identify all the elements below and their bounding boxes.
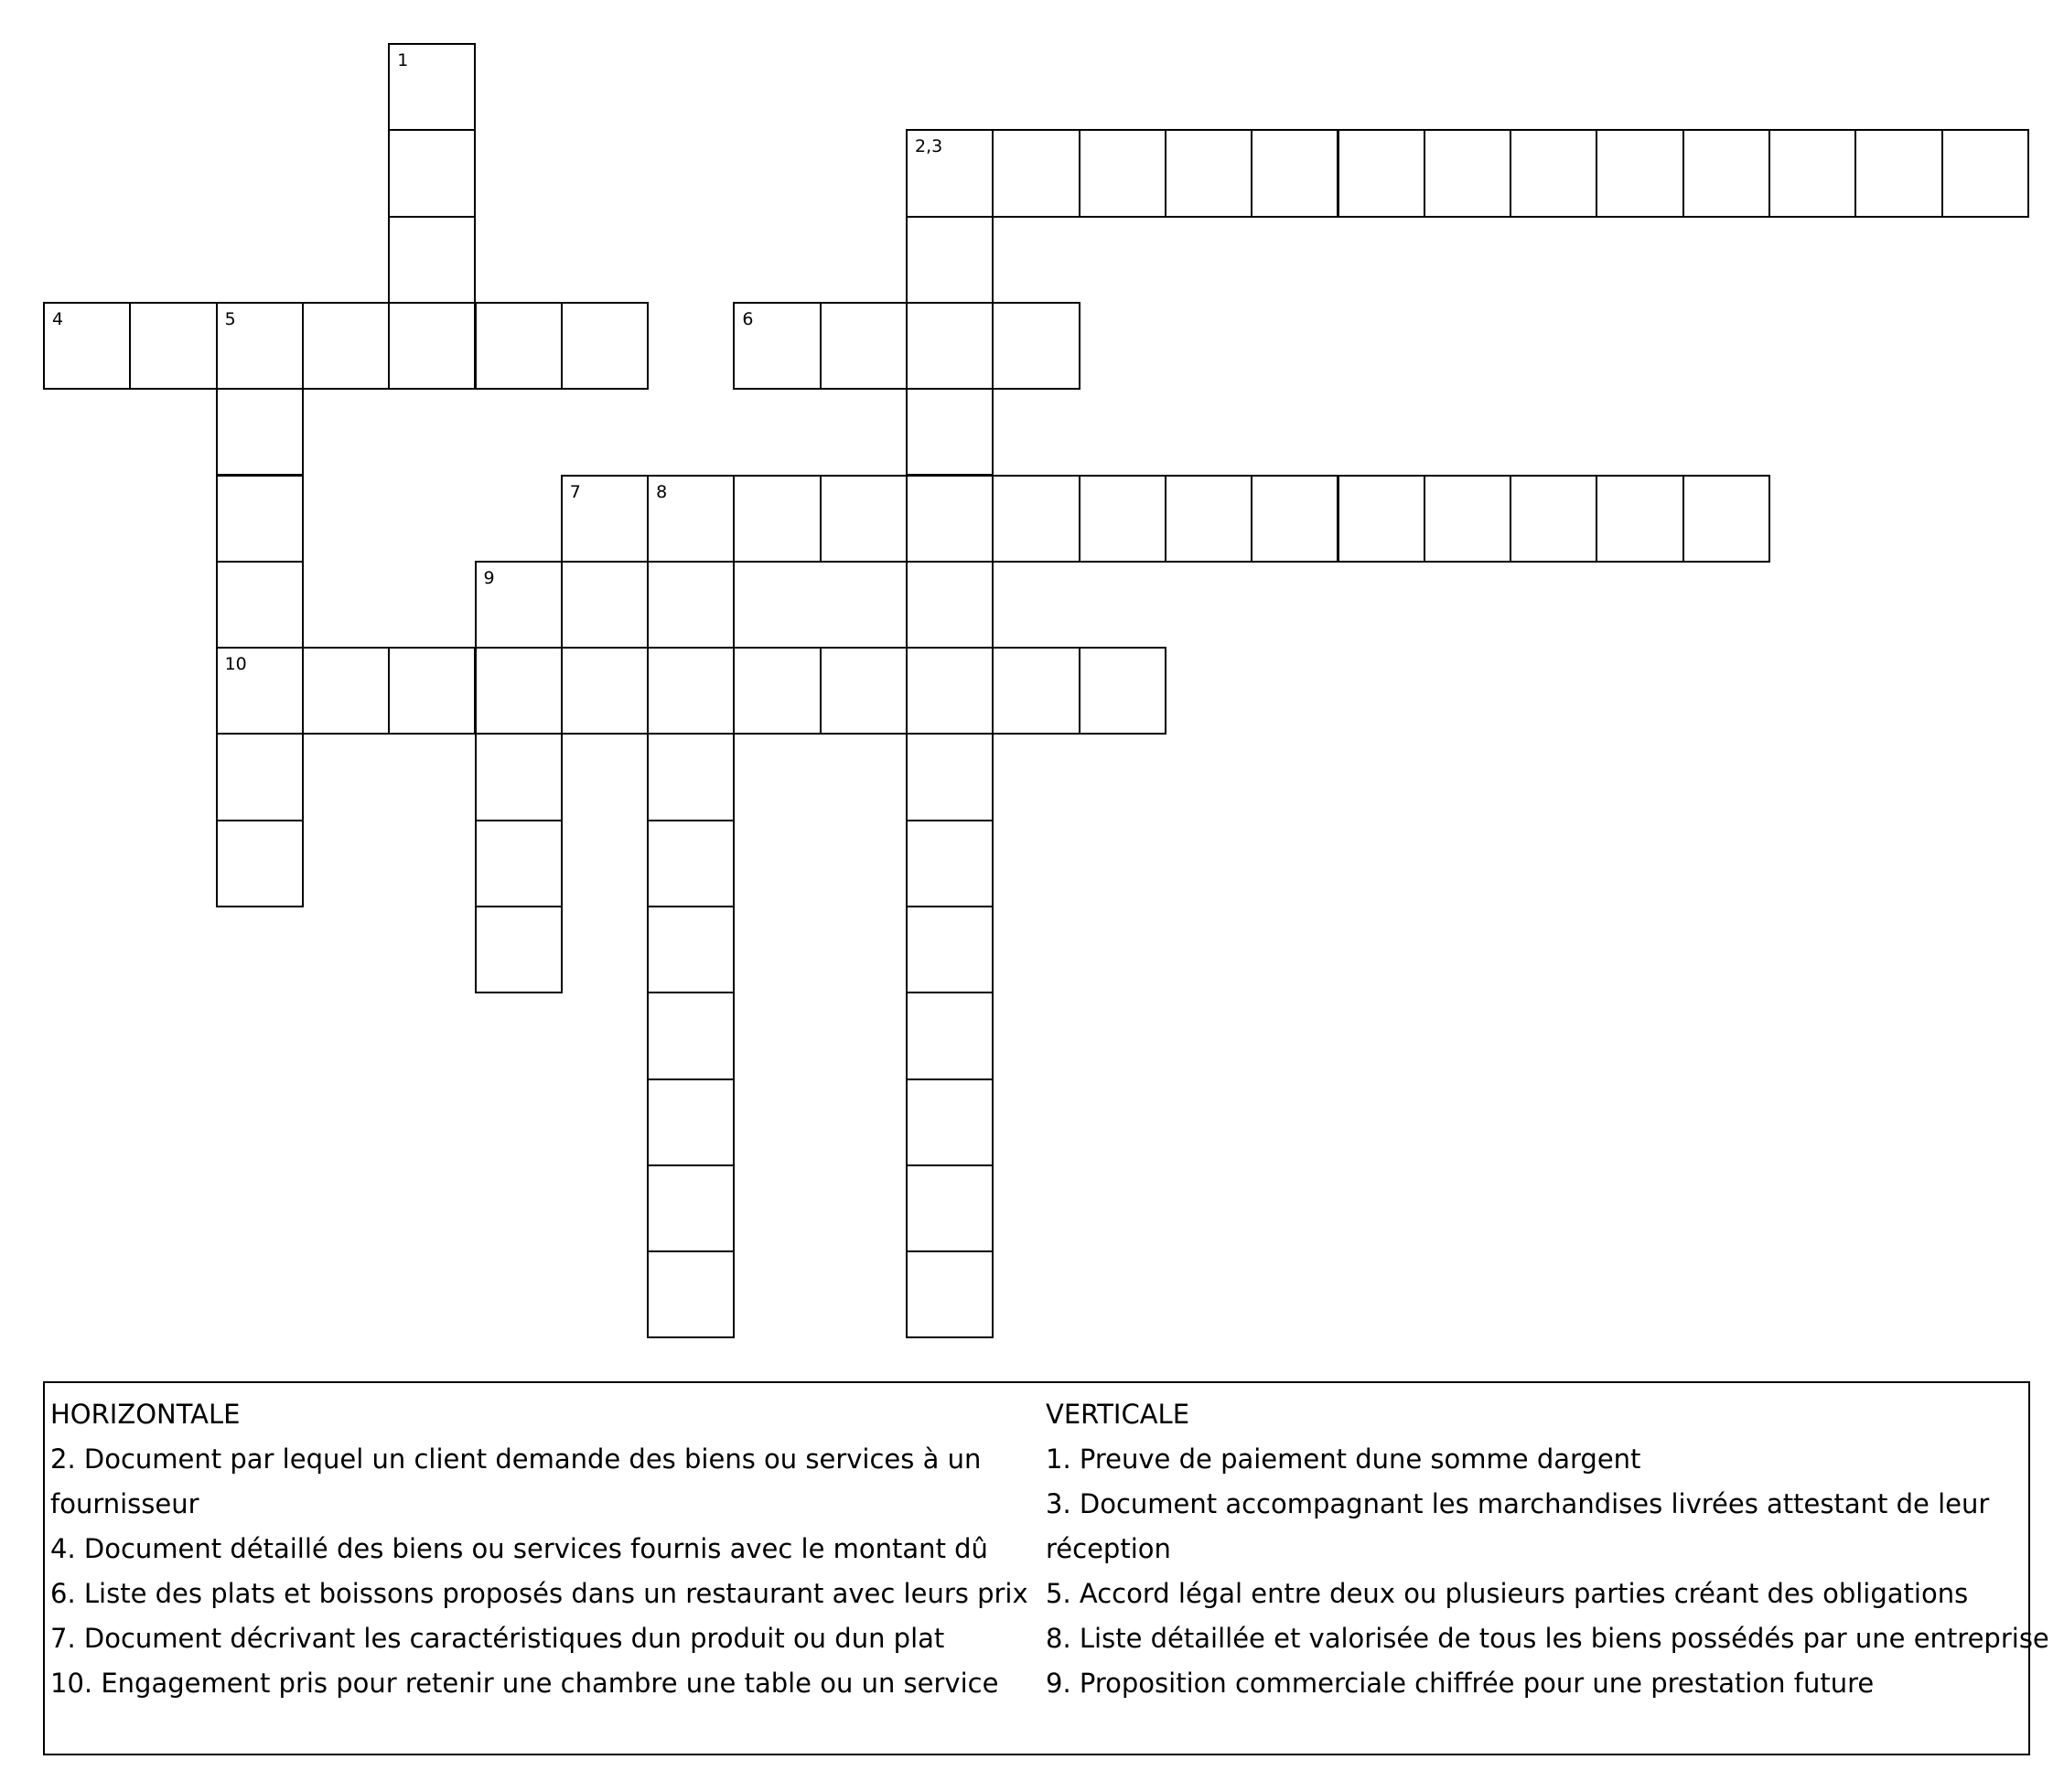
grid-cell[interactable] bbox=[475, 561, 563, 649]
grid-cell[interactable] bbox=[475, 820, 563, 907]
grid-cell[interactable] bbox=[1682, 475, 1770, 563]
grid-cell[interactable] bbox=[906, 1250, 994, 1338]
clue-number: 1 bbox=[397, 50, 409, 70]
down-heading: VERTICALE bbox=[1046, 1399, 1190, 1430]
grid-cell[interactable] bbox=[1510, 129, 1597, 217]
grid-cell[interactable] bbox=[906, 1164, 994, 1252]
grid-cell[interactable] bbox=[1251, 475, 1338, 563]
grid-cell[interactable] bbox=[992, 129, 1080, 217]
across-clue-line: 10. Engagement pris pour retenir une chambre une table ou un service bbox=[50, 1668, 999, 1699]
grid-cell[interactable] bbox=[561, 302, 649, 390]
grid-cell[interactable] bbox=[1510, 475, 1597, 563]
grid-cell[interactable] bbox=[820, 302, 908, 390]
down-clue-line: 1. Preuve de paiement dune somme dargent bbox=[1046, 1443, 1641, 1475]
grid-cell[interactable] bbox=[1338, 129, 1425, 217]
clue-number: 5 bbox=[224, 308, 236, 329]
grid-cell[interactable] bbox=[1338, 475, 1425, 563]
grid-cell[interactable] bbox=[906, 388, 994, 476]
grid-cell[interactable] bbox=[647, 906, 735, 993]
grid-cell[interactable] bbox=[216, 733, 304, 821]
grid-cell[interactable] bbox=[1424, 129, 1511, 217]
grid-cell[interactable] bbox=[388, 216, 476, 304]
grid-cell[interactable] bbox=[647, 1250, 735, 1338]
grid-cell[interactable] bbox=[906, 647, 994, 735]
down-clue-line: 9. Proposition commerciale chiffrée pour une prestation future bbox=[1046, 1668, 1875, 1699]
clue-number: 10 bbox=[224, 654, 247, 675]
grid-cell[interactable] bbox=[216, 475, 304, 563]
grid-cell[interactable] bbox=[1682, 129, 1770, 217]
across-clues bbox=[50, 1392, 1028, 1706]
grid-cell[interactable] bbox=[1596, 475, 1683, 563]
grid-cell[interactable] bbox=[1424, 475, 1511, 563]
grid-cell[interactable] bbox=[216, 820, 304, 907]
grid-cell[interactable] bbox=[906, 216, 994, 304]
grid-cell[interactable] bbox=[475, 733, 563, 821]
down-clue-line: 8. Liste détaillée et valorisée de tous les biens possédés par une entreprise bbox=[1046, 1623, 2049, 1654]
grid-cell[interactable] bbox=[1165, 475, 1252, 563]
grid-cell[interactable] bbox=[1165, 129, 1252, 217]
clue-number: 4 bbox=[52, 308, 64, 329]
grid-cell[interactable] bbox=[1854, 129, 1942, 217]
grid-cell[interactable] bbox=[992, 647, 1080, 735]
grid-cell[interactable] bbox=[475, 302, 563, 390]
down-clue-line: 5. Accord légal entre deux ou plusieurs parties créant des obligations bbox=[1046, 1578, 1969, 1609]
grid-cell[interactable] bbox=[561, 647, 649, 735]
grid-cell[interactable] bbox=[302, 302, 390, 390]
across-clue-line: 7. Document décrivant les caractéristiques dun produit ou dun plat bbox=[50, 1623, 945, 1654]
grid-cell[interactable] bbox=[1079, 129, 1166, 217]
grid-cell[interactable] bbox=[906, 302, 994, 390]
across-clue-line: 4. Document détaillé des biens ou services fournis avec le montant dû bbox=[50, 1533, 988, 1564]
down-clues bbox=[1046, 1392, 2049, 1706]
grid-cell[interactable] bbox=[388, 43, 476, 131]
grid-cell[interactable] bbox=[906, 992, 994, 1079]
grid-cell[interactable] bbox=[216, 302, 304, 390]
grid-cell[interactable] bbox=[1079, 647, 1166, 735]
grid-cell[interactable] bbox=[647, 820, 735, 907]
grid-cell[interactable] bbox=[906, 561, 994, 649]
grid-cell[interactable] bbox=[1768, 129, 1856, 217]
grid-cell[interactable] bbox=[216, 388, 304, 476]
grid-cell[interactable] bbox=[906, 733, 994, 821]
grid-cell[interactable] bbox=[647, 561, 735, 649]
clue-number: 8 bbox=[656, 481, 668, 502]
grid-cell[interactable] bbox=[129, 302, 217, 390]
grid-cell[interactable] bbox=[647, 1164, 735, 1252]
grid-cell[interactable] bbox=[388, 302, 476, 390]
grid-cell[interactable] bbox=[388, 129, 476, 217]
grid-cell[interactable] bbox=[733, 647, 821, 735]
clue-number: 9 bbox=[483, 567, 495, 588]
grid-cell[interactable] bbox=[561, 475, 649, 563]
grid-cell[interactable] bbox=[216, 561, 304, 649]
grid-cell[interactable] bbox=[820, 647, 908, 735]
grid-cell[interactable] bbox=[475, 647, 563, 735]
across-heading: HORIZONTALE bbox=[50, 1399, 241, 1430]
grid-cell[interactable] bbox=[388, 647, 476, 735]
clue-number: 7 bbox=[569, 481, 581, 502]
grid-cell[interactable] bbox=[647, 992, 735, 1079]
across-clue-line: 2. Document par lequel un client demande des biens ou services à un bbox=[50, 1443, 982, 1475]
grid-cell[interactable] bbox=[475, 906, 563, 993]
grid-cell[interactable] bbox=[733, 302, 821, 390]
grid-cell[interactable] bbox=[1079, 475, 1166, 563]
grid-cell[interactable] bbox=[992, 302, 1080, 390]
grid-cell[interactable] bbox=[1941, 129, 2029, 217]
grid-cell[interactable] bbox=[647, 647, 735, 735]
grid-cell[interactable] bbox=[647, 733, 735, 821]
clues-box bbox=[43, 1381, 2049, 1755]
clue-number: 2,3 bbox=[915, 136, 943, 157]
grid-cell[interactable] bbox=[1251, 129, 1338, 217]
across-clue-line: 6. Liste des plats et boissons proposés dans un restaurant avec leurs prix bbox=[50, 1578, 1028, 1609]
grid-cell[interactable] bbox=[647, 1078, 735, 1166]
across-clue-line: fournisseur bbox=[50, 1488, 199, 1519]
grid-cell[interactable] bbox=[43, 302, 131, 390]
down-clue-line: 3. Document accompagnant les marchandises livrées attestant de leur bbox=[1046, 1488, 1990, 1519]
grid-cell[interactable] bbox=[216, 647, 304, 735]
grid-cell[interactable] bbox=[733, 475, 821, 563]
grid-cell[interactable] bbox=[906, 820, 994, 907]
grid-cell[interactable] bbox=[906, 1078, 994, 1166]
grid-cell[interactable] bbox=[302, 647, 390, 735]
clue-number: 6 bbox=[742, 308, 754, 329]
grid-cell[interactable] bbox=[906, 475, 994, 563]
grid-cell[interactable] bbox=[647, 475, 735, 563]
grid-cell[interactable] bbox=[906, 906, 994, 993]
grid-cell[interactable] bbox=[1596, 129, 1683, 217]
grid-cell[interactable] bbox=[992, 475, 1080, 563]
down-clue-line: réception bbox=[1046, 1533, 1171, 1564]
grid-cell[interactable] bbox=[906, 129, 994, 217]
grid-cell[interactable] bbox=[820, 475, 908, 563]
